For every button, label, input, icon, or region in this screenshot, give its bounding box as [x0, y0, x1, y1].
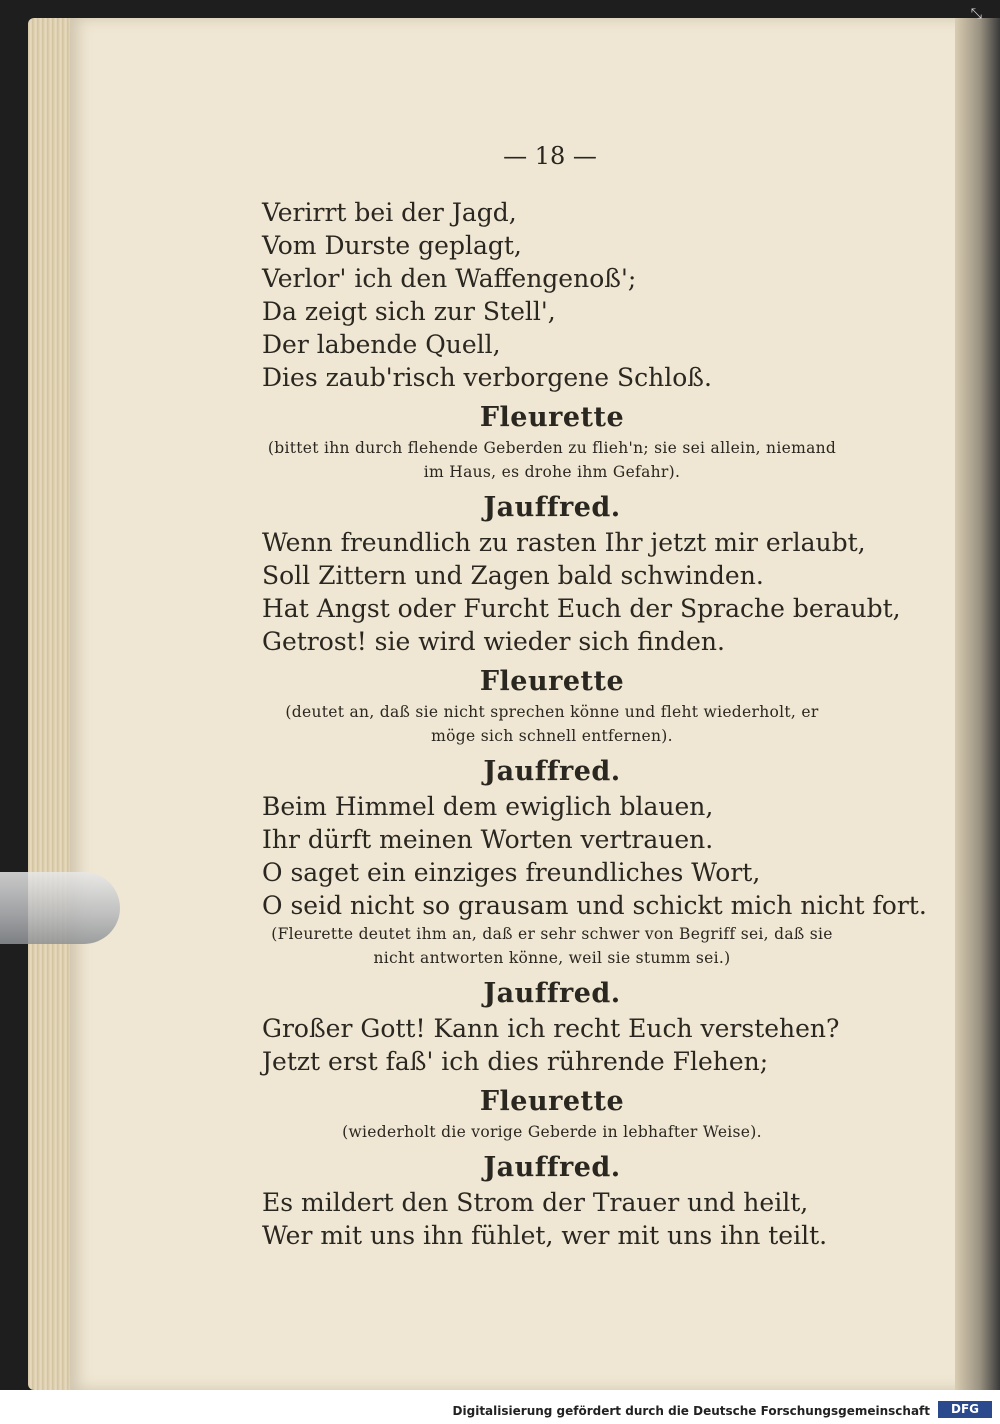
speaker-name: Jauffred.	[483, 1152, 621, 1183]
stage-direction: (Fleurette deutet ihm an, daß er sehr schwer von Begriff sei, daß sie nicht antworten könne, weil sie stumm sei.)	[271, 925, 833, 967]
verse-line: Jetzt erst faß' ich dies rührende Flehen;	[262, 1047, 769, 1076]
verse-line: Verlor' ich den Waffengenoß';	[262, 264, 637, 293]
speaker-name: Fleurette	[479, 666, 625, 697]
verse	[262, 1186, 842, 1252]
stage-direction: (bittet ihn durch flehende Geberden zu flieh'n; sie sei allein, niemand im Haus, es drohe ihm Gefahr).	[267, 439, 837, 481]
verse-line: Ihr dürft meinen Worten vertrauen.	[262, 825, 714, 854]
verse-line: Getrost! sie wird wieder sich finden.	[262, 627, 725, 656]
speaker-name: Jauffred.	[483, 978, 621, 1009]
verse-line: Verirrt bei der Jagd,	[262, 198, 517, 227]
speaker-name: Jauffred.	[483, 492, 621, 523]
speaker-name: Fleurette	[479, 402, 625, 433]
verse-line: Hat Angst oder Furcht Euch der Sprache beraubt,	[262, 594, 901, 623]
verse-line: Es mildert den Strom der Trauer und heilt,	[262, 1188, 809, 1217]
verse-line: Da zeigt sich zur Stell',	[262, 297, 556, 326]
footer-credit: Digitalisierung gefördert durch die Deutsche Forschungsgemeinschaft	[452, 1404, 930, 1418]
verse-line: Wer mit uns ihn fühlet, wer mit uns ihn teilt.	[262, 1221, 828, 1250]
page-number: — 18 —	[503, 142, 597, 170]
stage-direction: (deutet an, daß sie nicht sprechen könne und fleht wiederholt, er möge sich schnell entfernen).	[285, 703, 819, 745]
verse-line: Vom Durste geplagt,	[262, 231, 522, 260]
verse	[262, 1012, 842, 1078]
verse	[262, 790, 927, 922]
verse-line: Der labende Quell,	[262, 330, 501, 359]
speaker-name: Fleurette	[479, 1086, 625, 1117]
text-block	[262, 196, 927, 1252]
verse-line: Dies zaub'risch verborgene Schloß.	[262, 363, 712, 392]
verse	[262, 526, 901, 658]
verse-line: Großer Gott! Kann ich recht Euch verstehen?	[262, 1014, 840, 1043]
dfg-logo[interactable]: DFG	[938, 1401, 992, 1418]
speaker-name: Jauffred.	[483, 756, 621, 787]
verse-line: Wenn freundlich zu rasten Ihr jetzt mir erlaubt,	[262, 528, 866, 557]
stage-direction: (wiederholt die vorige Geberde in lebhafter Weise).	[342, 1123, 762, 1141]
verse-line: O seid nicht so grausam und schickt mich nicht fort.	[262, 891, 927, 920]
fullscreen-icon[interactable]: ⤡	[970, 6, 982, 22]
verse	[262, 196, 842, 394]
verse-line: Soll Zittern und Zagen bald schwinden.	[262, 561, 764, 590]
verse-line: Beim Himmel dem ewiglich blauen,	[262, 792, 714, 821]
book-spine	[955, 18, 1000, 1390]
page-clip	[0, 872, 120, 944]
verse-line: O saget ein einziges freundliches Wort,	[262, 858, 761, 887]
